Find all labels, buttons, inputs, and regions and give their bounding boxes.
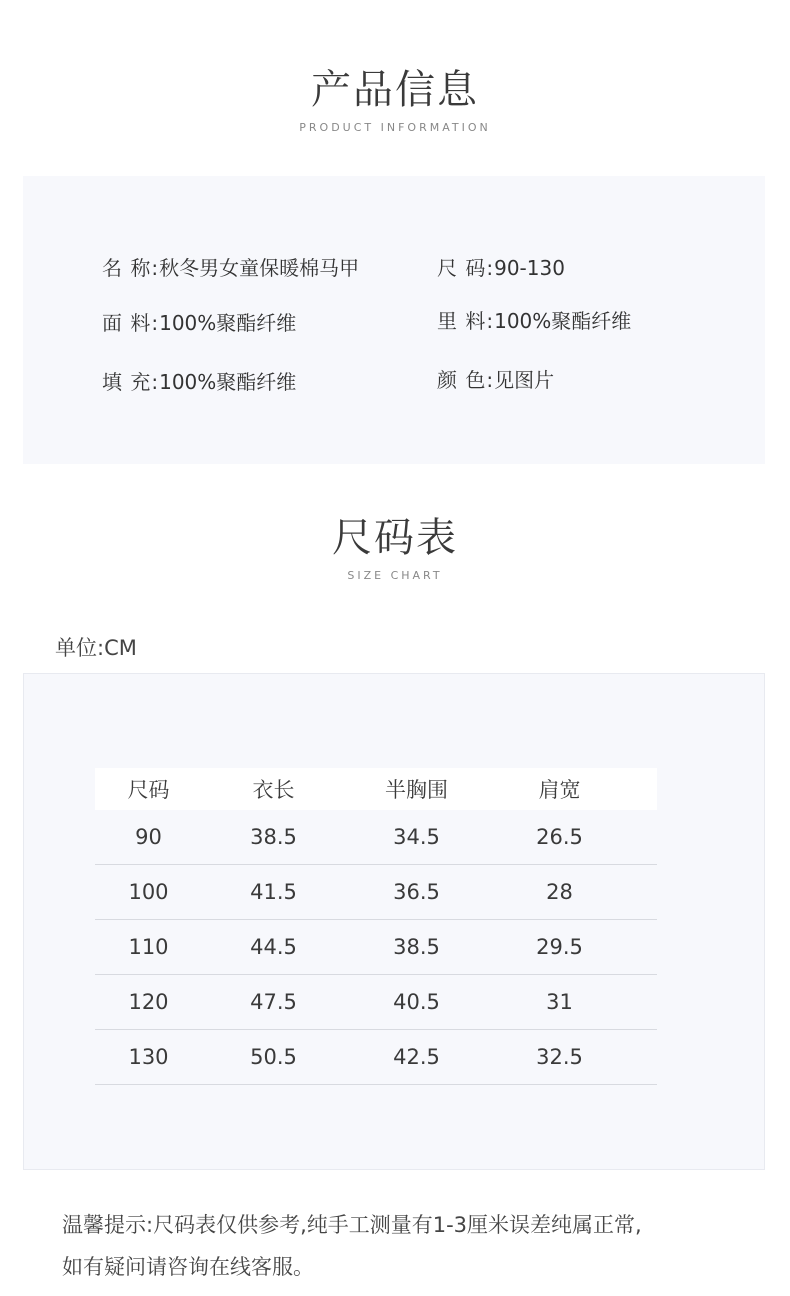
table-cell: 32.5 xyxy=(536,1045,583,1069)
table-row xyxy=(95,1030,657,1085)
table-header-cell: 肩宽 xyxy=(538,778,581,802)
table-cell: 100 xyxy=(128,880,169,904)
tip-note xyxy=(62,1204,742,1288)
table-cell: 28 xyxy=(546,880,573,904)
table-row xyxy=(95,920,657,975)
info-item-name xyxy=(102,252,359,281)
tip-line: 如有疑问请咨询在线客服。 xyxy=(62,1255,314,1279)
table-row xyxy=(95,975,657,1030)
table-cell: 34.5 xyxy=(393,825,440,849)
table-cell: 47.5 xyxy=(250,990,297,1014)
table-header-cell: 尺码 xyxy=(127,778,170,802)
table-header-cell: 衣长 xyxy=(252,778,295,802)
info-value: 100%聚酯纤维 xyxy=(159,370,297,394)
table-cell: 44.5 xyxy=(250,935,297,959)
info-label: 里 料: xyxy=(437,309,495,333)
size-chart-subtitle: SIZE CHART xyxy=(347,569,443,582)
info-label: 名 称: xyxy=(102,256,160,280)
table-cell: 40.5 xyxy=(393,990,440,1014)
table-cell: 42.5 xyxy=(393,1045,440,1069)
product-info-subtitle: PRODUCT INFORMATION xyxy=(299,121,491,134)
table-cell: 110 xyxy=(128,935,169,959)
table-cell: 26.5 xyxy=(536,825,583,849)
table-header-row xyxy=(95,768,657,810)
table-cell: 38.5 xyxy=(250,825,297,849)
table-cell: 31 xyxy=(546,990,573,1014)
tip-line: 温馨提示:尺码表仅供参考,纯手工测量有1-3厘米误差纯属正常, xyxy=(62,1213,642,1237)
info-label: 面 料: xyxy=(102,311,160,335)
size-chart-title: 尺码表 xyxy=(332,515,458,561)
unit-label: 单位:CM xyxy=(55,636,137,660)
table-cell: 38.5 xyxy=(393,935,440,959)
info-value: 90-130 xyxy=(494,256,565,280)
table-header-cell: 半胸围 xyxy=(385,778,448,802)
table-cell: 29.5 xyxy=(536,935,583,959)
info-item-color xyxy=(437,364,554,393)
table-cell: 90 xyxy=(135,825,162,849)
table-cell: 120 xyxy=(128,990,169,1014)
info-label: 填 充: xyxy=(102,370,160,394)
size-table-panel xyxy=(23,673,765,1170)
table-row xyxy=(95,865,657,920)
info-value: 100%聚酯纤维 xyxy=(494,309,632,333)
info-label: 颜 色: xyxy=(437,368,495,392)
table-cell: 130 xyxy=(128,1045,169,1069)
info-label: 尺 码: xyxy=(437,256,495,280)
info-item-filling xyxy=(102,366,296,395)
info-item-fabric xyxy=(102,307,296,336)
table-cell: 50.5 xyxy=(250,1045,297,1069)
info-value: 100%聚酯纤维 xyxy=(159,311,297,335)
product-info-panel xyxy=(23,176,765,464)
product-info-title: 产品信息 xyxy=(311,67,479,113)
info-item-lining xyxy=(437,305,631,334)
table-cell: 41.5 xyxy=(250,880,297,904)
table-cell: 36.5 xyxy=(393,880,440,904)
info-value: 秋冬男女童保暖棉马甲 xyxy=(159,256,360,280)
size-table xyxy=(95,768,657,1085)
info-value: 见图片 xyxy=(494,368,555,392)
info-item-size xyxy=(437,252,565,281)
table-row xyxy=(95,810,657,865)
